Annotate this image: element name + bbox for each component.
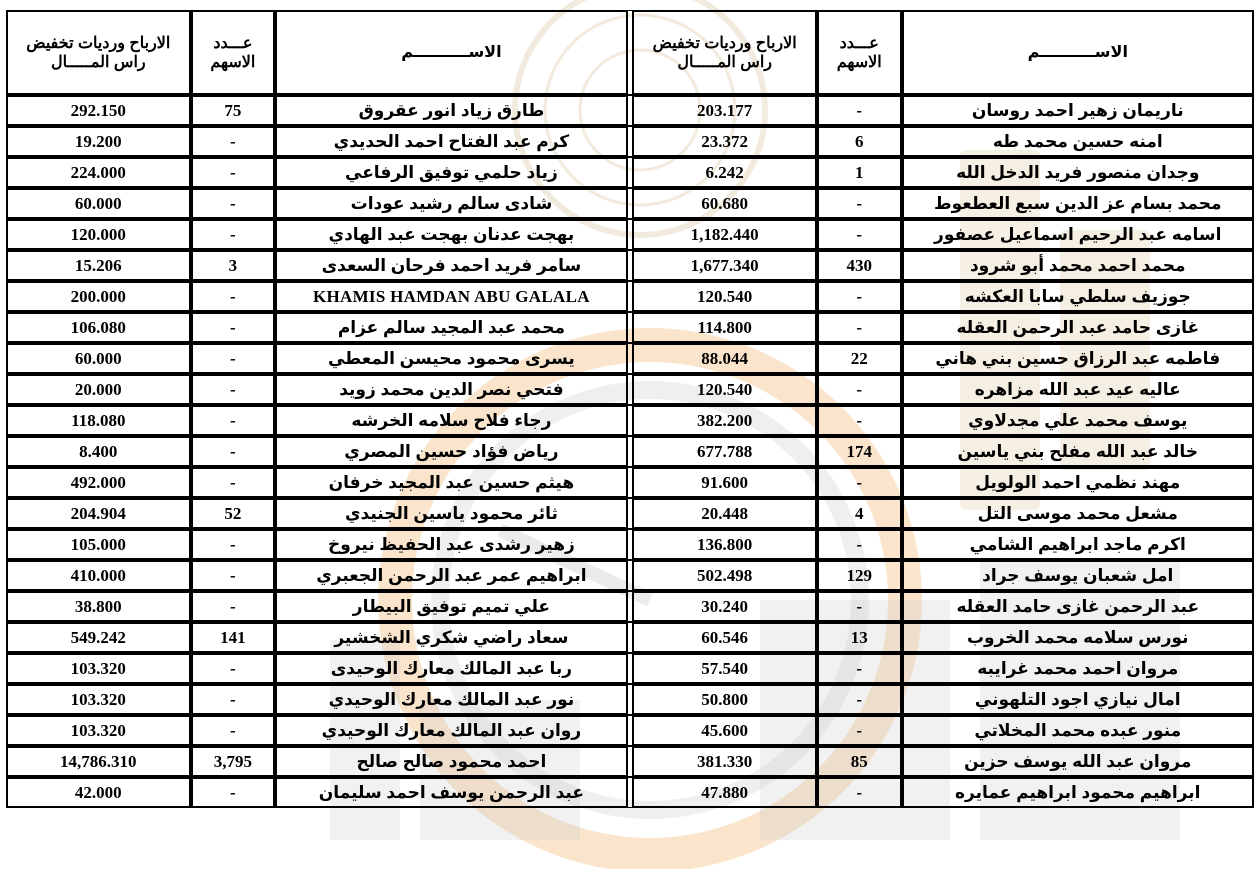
table-row [6,684,1254,715]
column-gap [628,560,633,591]
column-gap [628,157,633,188]
profit-cell: 381.330 [632,746,817,777]
profit-cell: 50.800 [632,684,817,715]
column-gap [628,746,633,777]
column-gap [628,653,633,684]
column-gap [628,529,633,560]
name-cell: عبد الرحمن يوسف احمد سليمان [275,777,627,808]
name-cell: احمد محمود صالح صالح [275,746,627,777]
name-cell: هيثم حسين عبد المجيد خرفان [275,467,627,498]
shares-cell: 3,795 [191,746,276,777]
table-row [6,343,1254,374]
profit-cell: 57.540 [632,653,817,684]
shares-cell: 6 [817,126,902,157]
name-cell: عاليه عيد عبد الله مزاهره [902,374,1254,405]
header-name-left: الاســــــــــم [275,10,627,95]
profit-cell: 38.800 [6,591,191,622]
profit-cell: 103.320 [6,684,191,715]
profit-cell: 6.242 [632,157,817,188]
table-row [6,622,1254,653]
profit-cell: 103.320 [6,653,191,684]
shares-cell: - [817,684,902,715]
column-gap [628,219,633,250]
name-cell: منور عبده محمد المخلاتي [902,715,1254,746]
profit-cell: 60.546 [632,622,817,653]
name-cell: ناريمان زهير احمد روسان [902,95,1254,126]
table-row [6,250,1254,281]
shares-cell: - [817,653,902,684]
column-gap [628,250,633,281]
shares-cell: - [191,188,276,219]
header-profits-left: الارباح ورديات تخفيض راس المـــــال [6,10,191,95]
name-cell: يسرى محمود محيسن المعطي [275,343,627,374]
shares-cell: - [191,219,276,250]
shares-cell: - [191,312,276,343]
name-cell: مشعل محمد موسى التل [902,498,1254,529]
name-cell: سعاد راضي شكري الشخشير [275,622,627,653]
profit-cell: 19.200 [6,126,191,157]
column-gap [628,374,633,405]
shares-cell: - [817,777,902,808]
shares-cell: - [191,281,276,312]
profit-cell: 45.600 [632,715,817,746]
shares-cell: - [191,560,276,591]
table-row [6,374,1254,405]
name-cell: وجدان منصور فريد الدخل الله [902,157,1254,188]
profit-cell: 224.000 [6,157,191,188]
shares-cell: - [191,777,276,808]
profit-cell: 120.540 [632,374,817,405]
profit-cell: 677.788 [632,436,817,467]
name-cell: رجاء فلاح سلامه الخرشه [275,405,627,436]
profit-cell: 120.000 [6,219,191,250]
shares-cell: - [817,467,902,498]
profit-cell: 136.800 [632,529,817,560]
shares-cell: - [817,188,902,219]
table-row [6,405,1254,436]
name-cell: اكرم ماجد ابراهيم الشامي [902,529,1254,560]
table-row [6,467,1254,498]
name-cell: عبد الرحمن غازى حامد العقله [902,591,1254,622]
shares-cell: - [191,343,276,374]
shares-cell: 22 [817,343,902,374]
column-gap [628,188,633,219]
table-row [6,126,1254,157]
shares-cell: 85 [817,746,902,777]
shares-cell: - [191,126,276,157]
table-row [6,560,1254,591]
shares-cell: - [191,467,276,498]
column-gap [628,312,633,343]
name-cell: نور عبد المالك معارك الوحيدي [275,684,627,715]
table-row [6,529,1254,560]
profit-cell: 60.680 [632,188,817,219]
profit-cell: 1,677.340 [632,250,817,281]
shares-cell: - [817,281,902,312]
shares-cell: 430 [817,250,902,281]
profit-cell: 60.000 [6,343,191,374]
name-cell: علي تميم توفيق البيطار [275,591,627,622]
shares-cell: - [191,405,276,436]
shares-cell: - [191,374,276,405]
table-row [6,188,1254,219]
name-cell: زياد حلمي توفيق الرفاعي [275,157,627,188]
name-cell: زهير رشدى عبد الحفيظ نيروخ [275,529,627,560]
profit-cell: 492.000 [6,467,191,498]
shares-cell: - [191,529,276,560]
name-cell: ثائر محمود ياسين الجنيدي [275,498,627,529]
profit-cell: 292.150 [6,95,191,126]
shares-cell: - [191,436,276,467]
table-row [6,498,1254,529]
profit-cell: 8.400 [6,436,191,467]
table-row [6,436,1254,467]
table-row [6,157,1254,188]
profit-cell: 502.498 [632,560,817,591]
shares-cell: - [191,653,276,684]
profit-cell: 88.044 [632,343,817,374]
column-gap [628,10,633,95]
header-shares-right: عـــدد الاسهم [817,10,902,95]
name-cell: محمد احمد محمد أبو شرود [902,250,1254,281]
name-cell: نورس سلامه محمد الخروب [902,622,1254,653]
profit-cell: 410.000 [6,560,191,591]
header-name-right: الاســــــــــم [902,10,1254,95]
shares-cell: - [191,684,276,715]
name-cell: يوسف محمد علي مجدلاوي [902,405,1254,436]
profit-cell: 47.880 [632,777,817,808]
column-gap [628,467,633,498]
column-gap [628,498,633,529]
profit-cell: 60.000 [6,188,191,219]
profit-cell: 105.000 [6,529,191,560]
profit-cell: 23.372 [632,126,817,157]
name-cell: اسامه عبد الرحيم اسماعيل عصفور [902,219,1254,250]
profit-cell: 549.242 [6,622,191,653]
name-cell: مروان احمد محمد غرايبه [902,653,1254,684]
shares-cell: 13 [817,622,902,653]
shares-cell: 75 [191,95,276,126]
name-cell: جوزيف سلطي سابا العكشه [902,281,1254,312]
name-cell: امنه حسين محمد طه [902,126,1254,157]
profit-cell: 120.540 [632,281,817,312]
shares-cell: - [817,591,902,622]
name-cell: بهجت عدنان بهجت عبد الهادي [275,219,627,250]
column-gap [628,777,633,808]
profit-cell: 15.206 [6,250,191,281]
name-cell: مروان عبد الله يوسف حزين [902,746,1254,777]
profit-cell: 20.448 [632,498,817,529]
name-cell: ربا عبد المالك معارك الوحيدى [275,653,627,684]
name-cell: روان عبد المالك معارك الوحيدي [275,715,627,746]
column-gap [628,126,633,157]
shares-cell: - [817,312,902,343]
name-cell: محمد بسام عز الدين سبع العطعوط [902,188,1254,219]
name-cell: غازى حامد عبد الرحمن العقله [902,312,1254,343]
header-shares-left: عـــدد الاسهم [191,10,276,95]
profit-cell: 203.177 [632,95,817,126]
column-gap [628,95,633,126]
name-cell: امال نيازي اجود التلهوني [902,684,1254,715]
name-cell: طارق زياد انور عقروق [275,95,627,126]
column-gap [628,591,633,622]
shareholders-table [6,10,1254,808]
table-row [6,312,1254,343]
profit-cell: 30.240 [632,591,817,622]
column-gap [628,343,633,374]
column-gap [628,715,633,746]
shares-cell: - [817,529,902,560]
name-cell: كرم عبد الفتاح احمد الحديدي [275,126,627,157]
profit-cell: 14,786.310 [6,746,191,777]
name-cell: شادى سالم رشيد عودات [275,188,627,219]
shares-cell: 129 [817,560,902,591]
name-cell: سامر فريد احمد فرحان السعدى [275,250,627,281]
table-row [6,715,1254,746]
shares-cell: 141 [191,622,276,653]
column-gap [628,405,633,436]
column-gap [628,684,633,715]
shares-cell: - [191,157,276,188]
shares-cell: - [817,219,902,250]
column-gap [628,622,633,653]
name-cell: KHAMIS HAMDAN ABU GALALA [275,281,627,312]
table-row [6,746,1254,777]
profit-cell: 382.200 [632,405,817,436]
shares-cell: 1 [817,157,902,188]
shares-cell: 3 [191,250,276,281]
shares-cell: - [817,374,902,405]
table-row [6,95,1254,126]
table-row [6,777,1254,808]
profit-cell: 118.080 [6,405,191,436]
name-cell: محمد عبد المجيد سالم عزام [275,312,627,343]
column-gap [628,436,633,467]
profit-cell: 106.080 [6,312,191,343]
profit-cell: 1,182.440 [632,219,817,250]
name-cell: ابراهيم عمر عبد الرحمن الجعبري [275,560,627,591]
profit-cell: 200.000 [6,281,191,312]
shares-cell: - [191,591,276,622]
name-cell: ابراهيم محمود ابراهيم عمايره [902,777,1254,808]
shares-cell: 174 [817,436,902,467]
header-profits-right: الارباح ورديات تخفيض راس المـــــال [632,10,817,95]
name-cell: مهند نظمي احمد الولويل [902,467,1254,498]
profit-cell: 20.000 [6,374,191,405]
name-cell: خالد عبد الله مفلح بني ياسين [902,436,1254,467]
profit-cell: 204.904 [6,498,191,529]
shares-cell: - [817,405,902,436]
profit-cell: 91.600 [632,467,817,498]
profit-cell: 103.320 [6,715,191,746]
table-row [6,281,1254,312]
shares-cell: - [191,715,276,746]
name-cell: امل شعبان يوسف جراد [902,560,1254,591]
table-row [6,591,1254,622]
table-row [6,653,1254,684]
profit-cell: 114.800 [632,312,817,343]
profit-cell: 42.000 [6,777,191,808]
shares-cell: - [817,715,902,746]
column-gap [628,281,633,312]
header-row [6,10,1254,95]
name-cell: فتحي نصر الدين محمد زويد [275,374,627,405]
name-cell: فاطمه عبد الرزاق حسين بني هاني [902,343,1254,374]
shares-cell: 52 [191,498,276,529]
shares-cell: 4 [817,498,902,529]
shares-cell: - [817,95,902,126]
table-row [6,219,1254,250]
name-cell: رياض فؤاد حسين المصري [275,436,627,467]
